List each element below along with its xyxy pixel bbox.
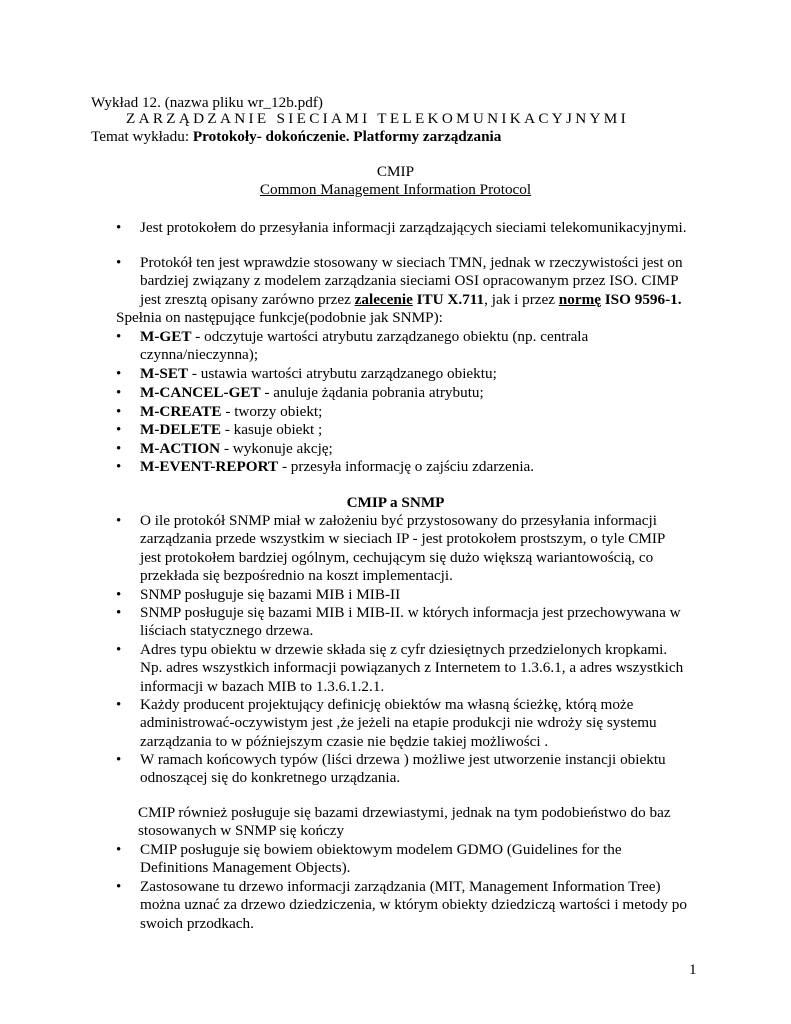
paragraph-line: CMIP również posługuje się bazami drzewiastymi, jednak na tym podobieństwo do baz <box>138 804 671 821</box>
list-item-text: Każdy producent projektujący definicję obiektów ma własną ścieżkę, którą może <box>140 696 634 713</box>
bullet-icon: • <box>116 752 122 768</box>
page-number: 1 <box>689 961 697 978</box>
function-name: M-SET <box>140 365 189 382</box>
topic-prefix: Temat wykładu: <box>91 128 193 145</box>
function-line: M-SET - ustawia wartości atrybutu zarządzanego obiektu; <box>140 365 497 382</box>
list-item-text: swoich przodkach. <box>140 914 254 932</box>
bullet-icon: • <box>116 459 122 475</box>
bullet-icon: • <box>116 385 122 401</box>
function-name: M-GET <box>140 328 192 345</box>
zalecenie-emphasis: zalecenie <box>354 290 413 308</box>
bullet-icon: • <box>116 879 122 895</box>
list-item-text: bardziej związany z modelem zarządzania sieciami OSI opracowanym przez ISO. CIMP <box>140 272 679 290</box>
function-line: M-CANCEL-GET - anuluje żądania pobrania atrybutu; <box>140 384 484 401</box>
function-name: M-EVENT-REPORT <box>140 458 279 475</box>
paragraph-line: stosowanych w SNMP się kończy <box>138 822 345 839</box>
bullet-icon: • <box>116 697 122 713</box>
bullet-icon: • <box>116 441 122 457</box>
function-name: M-DELETE <box>140 421 222 438</box>
list-item-text: O ile protokół SNMP miał w założeniu być przystosowany do przesyłania informacji <box>140 512 657 529</box>
list-item-text: odnoszącej się do konkretnego urządzania. <box>140 769 401 787</box>
list-item-text: informacji w bazach MIB to 1.3.6.1.2.1. <box>140 677 385 695</box>
norme-emphasis: normę <box>558 290 601 308</box>
list-item-text: jest zresztą opisany zarówno przez zalecenie ITU X.711, jak i przez normę ISO 9596-1. <box>140 290 682 308</box>
function-name: M-CREATE <box>140 403 222 420</box>
list-item-text: W ramach końcowych typów (liści drzewa ) możliwe jest utworzenie instancji obiektu <box>140 751 666 768</box>
topic-line <box>91 128 501 146</box>
bullet-icon: • <box>116 422 122 438</box>
function-line: M-ACTION - wykonuje akcję; <box>140 440 333 457</box>
list-item-text: zarządzania to w późniejszym czasie nie będzie takiej możliwości . <box>140 732 549 750</box>
function-name: M-CANCEL-GET <box>140 384 261 401</box>
list-item-text: Definitions Management Objects). <box>140 859 351 877</box>
section-title-cmip-snmp: CMIP a SNMP <box>346 494 445 511</box>
list-item-text: można uznać za drzewo dziedziczenia, w którym obiekty dziedziczą wartości i metody po <box>140 896 687 914</box>
function-line: M-EVENT-REPORT - przesyła informację o zajściu zdarzenia. <box>140 458 535 475</box>
list-item-text: CMIP posługuje się bowiem obiektowym modelem GDMO (Guidelines for the <box>140 841 622 858</box>
bullet-icon: • <box>116 513 122 529</box>
list-item-text: Zastosowane tu drzewo informacji zarządzania (MIT, Management Information Tree) <box>140 878 661 895</box>
function-line: M-CREATE - tworzy obiekt; <box>140 403 323 420</box>
list-item-text: liściach statycznego drzewa. <box>140 622 314 640</box>
bullet-icon: • <box>116 255 122 271</box>
bullet-icon: • <box>116 366 122 382</box>
bullet-icon: • <box>116 642 122 658</box>
section-subtitle: Common Management Information Protocol <box>259 181 532 198</box>
bullet-icon: • <box>116 587 122 603</box>
bullet-icon: • <box>116 404 122 420</box>
list-item-text: SNMP posługuje się bazami MIB i MIB-II. w których informacja jest przechowywana w <box>140 604 681 621</box>
lecture-line: Wykład 12. (nazwa pliku wr_12b.pdf) <box>91 94 323 111</box>
function-line: czynna/nieczynna); <box>140 346 259 364</box>
bullet-icon: • <box>116 605 122 621</box>
function-line: M-DELETE - kasuje obiekt ; <box>140 421 323 438</box>
bullet-icon: • <box>116 842 122 858</box>
function-name: M-ACTION <box>140 440 221 457</box>
list-item-text: Jest protokołem do przesyłania informacji zarządzających sieciami telekomunikacyjnymi. <box>140 219 687 236</box>
topic-title: Protokoły- dokończenie. Platformy zarządzania <box>192 128 502 145</box>
functions-intro: Spełnia on następujące funkcje(podobnie jak SNMP): <box>116 309 443 326</box>
bullet-icon: • <box>116 329 122 345</box>
list-item-text: SNMP posługuje się bazami MIB i MIB-II <box>140 586 401 603</box>
bullet-icon: • <box>116 220 122 236</box>
list-item-text: Np. adres wszystkich informacji powiązanych z Internetem to 1.3.6.1, a adres wszystkich <box>140 659 684 677</box>
course-title: ZARZĄDZANIE SIECIAMI TELEKOMUNIKACYJNYMI <box>126 110 629 127</box>
list-item-text: zarządzania przede wszystkim w sieciach IP - jest protokołem prostszym, o tyle CMIP <box>140 530 666 548</box>
list-item-text: administrować-oczywistym jest ,że jeżeli na etapie produkcji nie wdroży się systemu <box>140 714 657 732</box>
function-line: M-GET - odczytuje wartości atrybutu zarządzanego obiektu (np. centrala <box>140 328 589 345</box>
list-item-text: przekłada się bezpośrednio na koszt implementacji. <box>140 567 453 585</box>
list-item-text: jest protokołem bardziej ogólnym, cechującym się dużo większą wariantowością, co <box>140 548 654 566</box>
list-item-text: Protokół ten jest wprawdzie stosowany w sieciach TMN, jednak w rzeczywistości jest on <box>140 254 683 271</box>
list-item-text: Adres typu obiektu w drzewie składa się z cyfr dziesiętnych przedzielonych kropkami. <box>140 641 668 658</box>
section-title-cmip: CMIP <box>376 163 415 180</box>
